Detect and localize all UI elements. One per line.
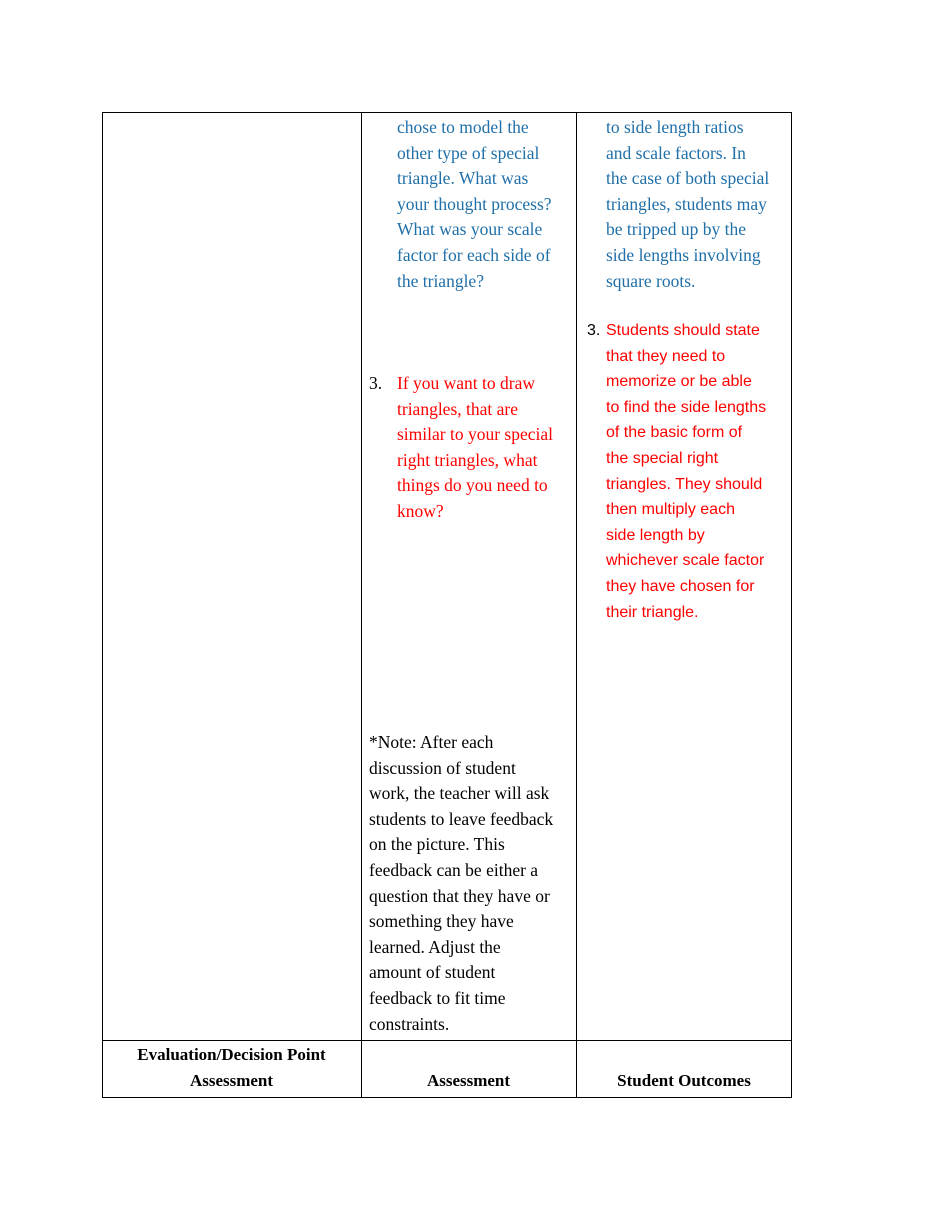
row-divider xyxy=(102,1040,792,1041)
answer-3-text: Students should state that they need to memorize or be able to find the side lengths of the basic form of the special right triangles. They should then multiply each side length by whichever scale factor they have chosen for their triangle. xyxy=(606,322,767,621)
continued-question: chose to model the other type of special triangle. What was your thought process? What was your scale factor for each side of the triangle? xyxy=(397,117,552,291)
column-divider-1 xyxy=(361,112,362,1098)
question-3-number: 3. xyxy=(369,373,383,393)
header-student-outcomes: Student Outcomes xyxy=(617,1071,751,1090)
continued-answer: to side length ratios and scale factors. In the case of both special triangles, students may be tripped up by the side lengths involving square roots. xyxy=(606,117,770,291)
header-assessment: Assessment xyxy=(426,1071,511,1090)
teacher-note: *Note: After each discussion of student work, the teacher will ask students to leave feedback on the picture. This feedback can be either a question that they have or something they have learned. Adjust the amount of student feedback to fit time constraints. xyxy=(369,732,554,1034)
column-divider-2 xyxy=(576,112,577,1098)
answer-3-number: 3. xyxy=(587,322,601,339)
header-evaluation-decision-point: Evaluation/Decision Point Assessment xyxy=(137,1045,326,1090)
question-3-text: If you want to draw triangles, that are similar to your special right triangles, what things do you need to know? xyxy=(397,373,554,521)
